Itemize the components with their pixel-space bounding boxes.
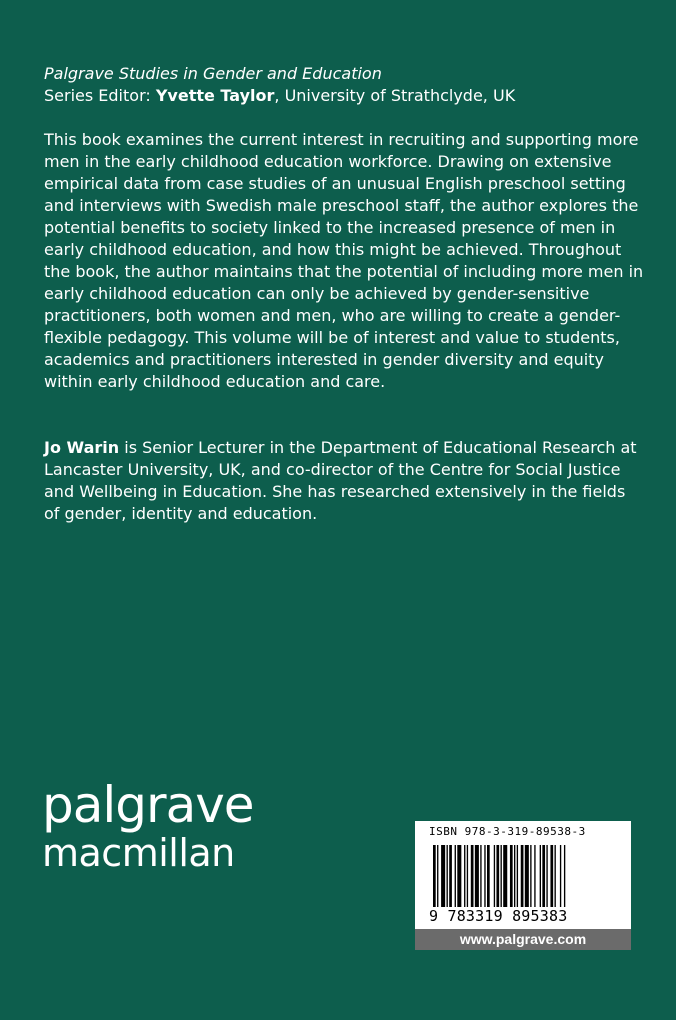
author-bio bbox=[44, 437, 644, 525]
publisher-logo-line1: palgrave bbox=[42, 776, 254, 834]
ean-number: 9 783319 895383 bbox=[429, 907, 568, 925]
publisher-logo bbox=[42, 776, 254, 875]
series-title: Palgrave Studies in Gender and Education bbox=[44, 64, 382, 83]
series-editor-prefix: Series Editor: bbox=[44, 86, 151, 105]
isbn-label: ISBN 978-3-319-89538-3 bbox=[429, 825, 586, 838]
publisher-logo-line2: macmillan bbox=[42, 831, 235, 875]
barcode-icon bbox=[433, 845, 615, 907]
author-name: Jo Warin bbox=[44, 438, 120, 457]
publisher-website: www.palgrave.com bbox=[415, 929, 631, 950]
barcode-box bbox=[415, 821, 631, 929]
series-editor-affiliation: , University of Strathclyde, UK bbox=[274, 86, 516, 105]
series-editor-line bbox=[44, 85, 515, 107]
series-editor-name: Yvette Taylor bbox=[155, 86, 275, 105]
book-description: This book examines the current interest in recruiting and supporting more men in the early childhood education workforce. Drawing on extensive empirical data from case studies of an unusual English preschool setting and interviews with Swedish male preschool staff, the author explores the potential benefits to society linked to the increased presence of men in early childhood education, and how this might be achieved. Throughout the book, the author maintains that the potential of including more men in early childhood education can only be achieved by gender-sensitive practitioners, both women and men, who are willing to create a gender-flexible pedagogy. This volume will be of interest and value to students, academics and practitioners interested in gender diversity and equity within early childhood education and care. bbox=[44, 130, 644, 391]
series-info bbox=[44, 63, 515, 107]
author-bio-text: is Senior Lecturer in the Department of Educational Research at Lancaster University, UK, and co-director of the Centre for Social Justice and Wellbeing in Education. She has researched extensively in the fields of gender, identity and education. bbox=[44, 438, 637, 523]
